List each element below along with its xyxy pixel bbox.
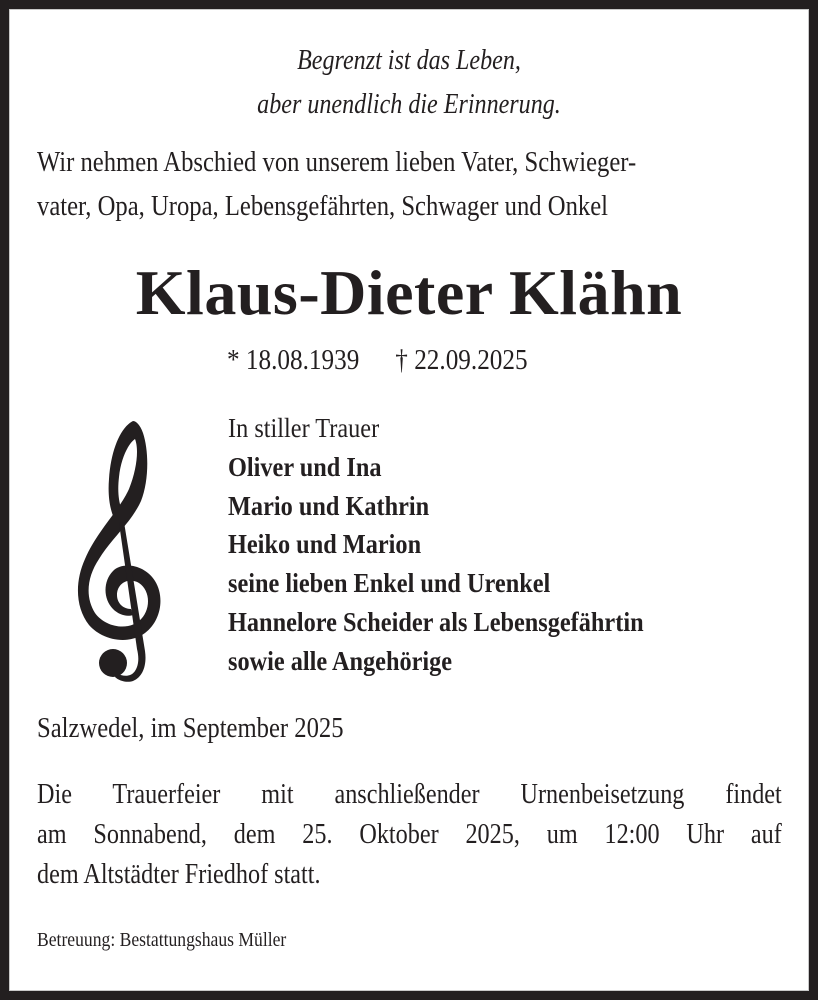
service-info — [37, 775, 782, 895]
motto-line-1: Begrenzt ist das Leben, — [297, 45, 521, 76]
death-date: † 22.09.2025 — [395, 345, 528, 376]
mourner-name: Oliver und Ina — [228, 451, 382, 482]
obituary-notice — [9, 9, 809, 991]
motto-line-2: aber unendlich die Erinnerung. — [257, 89, 561, 120]
mourners-lead: In stiller Trauer — [228, 413, 380, 443]
intro-line-1: Wir nehmen Abschied von unserem lieben Vater, Schwieger- — [37, 147, 637, 178]
motto-quote — [65, 39, 753, 127]
mourner-name: sowie alle Angehörige — [228, 645, 453, 676]
mourner-name: seine lieben Enkel und Urenkel — [228, 568, 551, 599]
intro-text — [37, 141, 706, 229]
funeral-home-credit: Betreuung: Bestattungshaus Müller — [37, 929, 287, 951]
intro-line-2: vater, Opa, Uropa, Lebensgefährten, Schwager und Onkel — [37, 191, 608, 222]
service-line-2: am Sonnabend, dem 25. Oktober 2025, um 12:00 Uhr auf — [37, 819, 782, 850]
place-and-date: Salzwedel, im September 2025 — [37, 713, 344, 744]
mourner-name: Heiko und Marion — [228, 529, 422, 560]
mourners-list — [228, 409, 644, 681]
mourner-name: Hannelore Scheider als Lebensgefährtin — [228, 606, 644, 637]
service-line-3: dem Altstädter Friedhof statt. — [37, 859, 321, 890]
life-dates — [227, 341, 528, 381]
birth-date: * 18.08.1939 — [227, 345, 360, 376]
mourner-name: Mario und Kathrin — [228, 490, 430, 521]
deceased-name: Klaus-Dieter Klähn — [135, 257, 683, 328]
service-line-1: Die Trauerfeier mit anschließender Urnenbeisetzung findet — [37, 779, 782, 810]
treble-clef-icon — [73, 419, 165, 685]
